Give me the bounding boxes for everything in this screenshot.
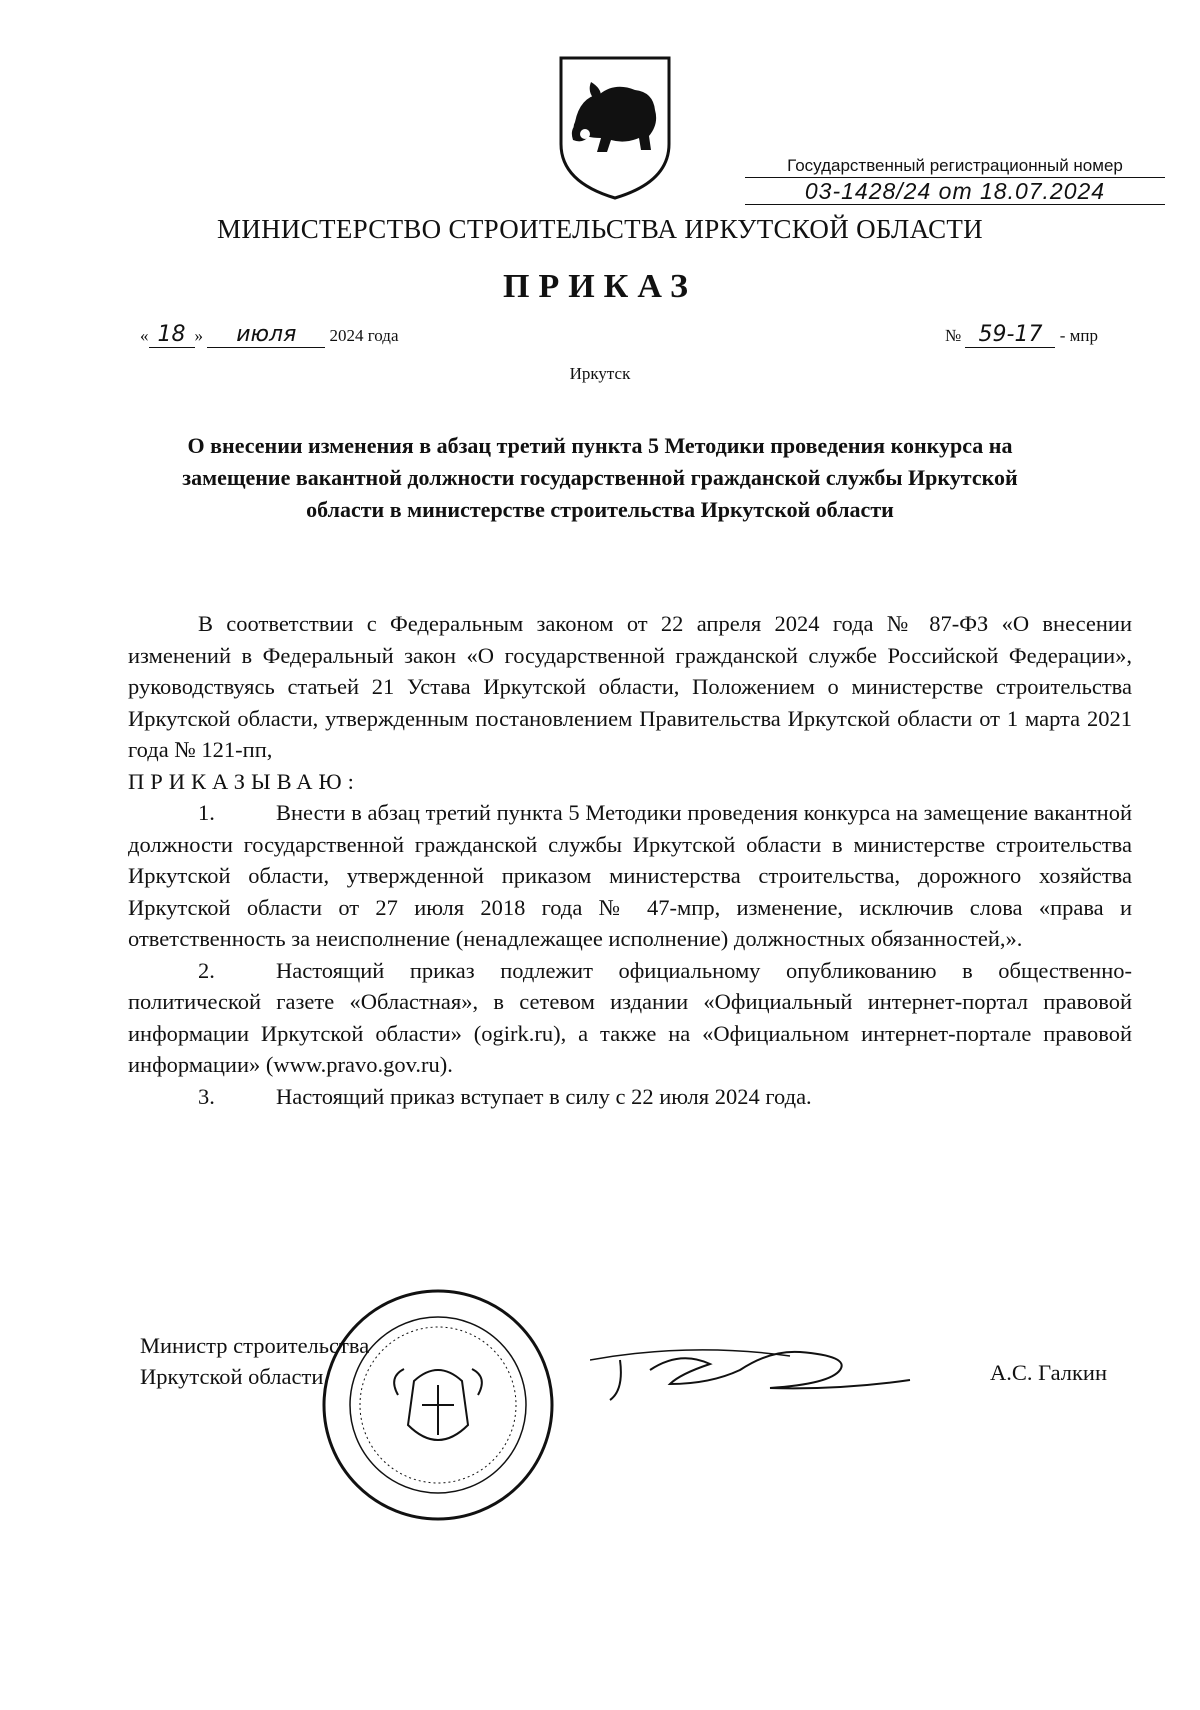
document-body (128, 608, 1132, 1112)
document-number: № 59-17 - мпр (945, 322, 1099, 347)
ministry-title: МИНИСТЕРСТВО СТРОИТЕЛЬСТВА ИРКУТСКОЙ ОБЛАСТИ (217, 214, 983, 244)
list-item: 2. Настоящий приказ подлежит официальному опубликованию в общественно-политической газете «Областная», в сетевом издании «Официальный интернет-портал правовой информации Иркутской области» (ogirk.ru), а также на «Официальном интернет-портале правовой информации» (www.pravo.gov.ru). (128, 957, 1132, 1077)
signatory-name: А.С. Галкин (990, 1360, 1108, 1385)
date-year: 2024 года (329, 326, 399, 345)
document-city: Иркутск (569, 364, 631, 383)
date-month: июля (207, 322, 325, 348)
registration-number: 03-1428/24 от 18.07.2024 (745, 178, 1165, 205)
list-item: 1. Внести в абзац третий пункта 5 Методики проведения конкурса на замещение вакантной должности государственной гражданской службы Иркутской области в министерстве строительства Иркутской области, утвержденной приказом министерства строительства, дорожного хозяйства Иркутской области от 27 июля 2018 года № 47-мпр, изменение, исключив слова «права и ответственность за неисполнение (ненадлежащее исполнение) должностных обязанностей,». (128, 800, 1132, 951)
handwritten-signature-icon (590, 1330, 920, 1410)
coat-of-arms-icon (555, 52, 675, 202)
date-day: 18 (149, 322, 195, 348)
order-word: ПРИКАЗЫВАЮ: (128, 768, 360, 794)
official-seal-icon (318, 1285, 558, 1525)
preamble: В соответствии с Федеральным законом от 22 апреля 2024 года № 87-ФЗ «О внесении изменений в Федеральный закон «О государственной гражданской службе Российской Федерации», руководствуясь статьей 21 Устава Иркутской области, Положением о министерстве строительства Иркутской области, утвержденным постановлением Правительства Иркутской области от 1 марта 2021 года № 121-пп, (128, 611, 1132, 762)
document-title: О внесении изменения в абзац третий пункта 5 Методики проведения конкурса на замещение вакантной должности государственной гражданской службы Иркутской области в министерстве строительства Иркутской области (182, 433, 1018, 522)
list-item: 3. Настоящий приказ вступает в силу с 22 июля 2024 года. (198, 1083, 812, 1109)
signatory-position: Министр строительства Иркутской области (140, 1333, 370, 1389)
document-type: ПРИКАЗ (503, 268, 697, 305)
document-number-value: 59-17 (965, 322, 1055, 348)
registration-label: Государственный регистрационный номер (745, 156, 1165, 178)
document-date: « 18 » июля 2024 года (140, 322, 399, 347)
registration-number-block (745, 156, 1165, 205)
